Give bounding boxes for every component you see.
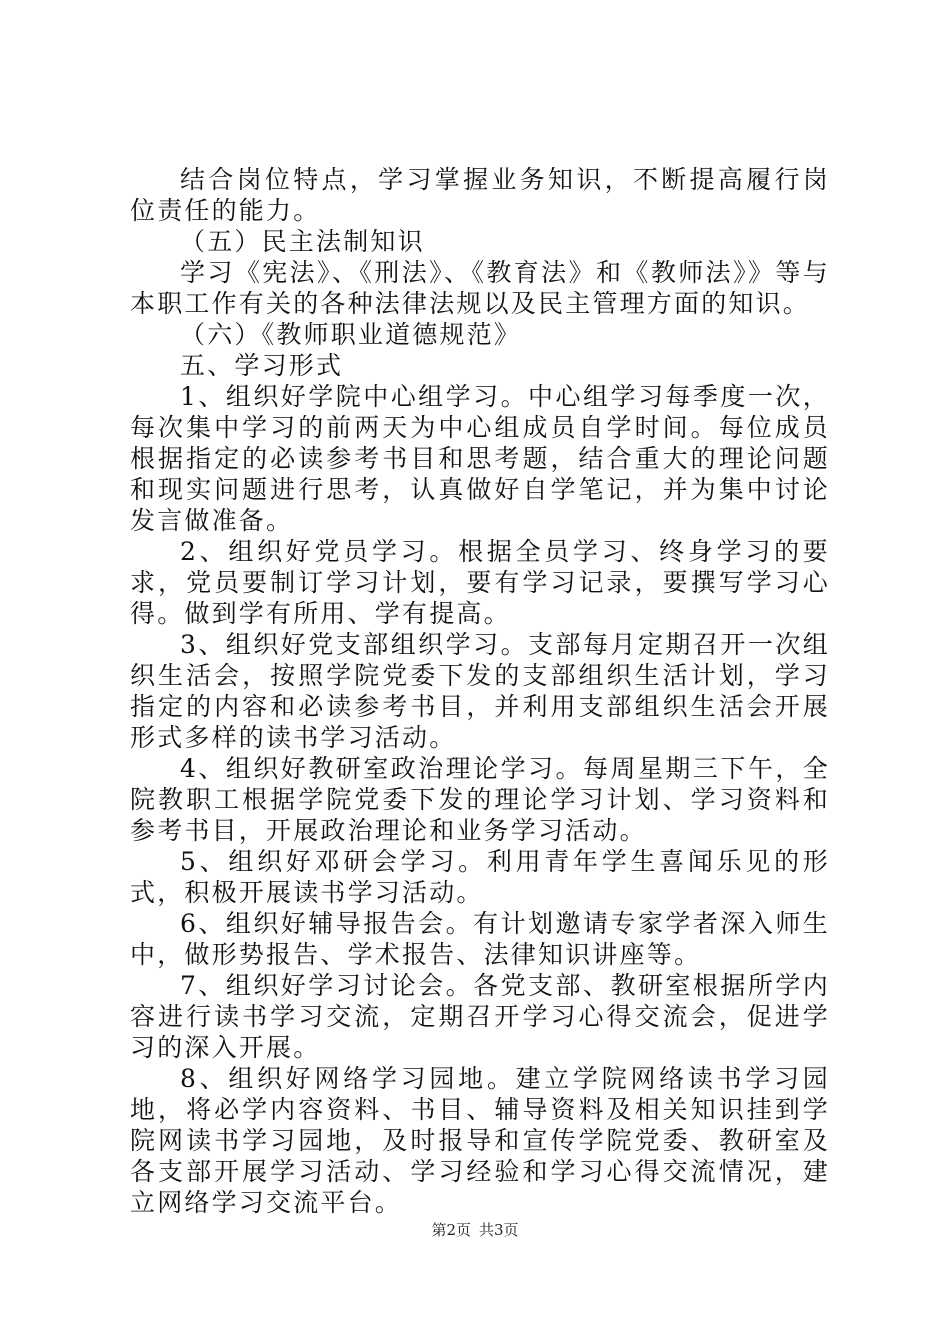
list-item-3: 3、组织好党支部组织学习。支部每月定期召开一次组织生活会，按照学院党委下发的支部组织生活计划，学习指定的内容和必读参考书目，并利用支部组织生活会开展形式多样的读书学习活动。 — [130, 630, 830, 752]
page-number: 第2页 — [431, 1221, 471, 1239]
list-item-6: 6、组织好辅导报告会。有计划邀请专家学者深入师生中，做形势报告、学术报告、法律知识讲座等。 — [130, 909, 830, 969]
list-item-7: 7、组织好学习讨论会。各党支部、教研室根据所学内容进行读书学习交流，定期召开学习心得交流会，促进学习的深入开展。 — [130, 971, 830, 1062]
paragraph-job-skills: 结合岗位特点，学习掌握业务知识，不断提高履行岗位责任的能力。 — [130, 165, 830, 225]
heading-democracy-law: （五）民主法制知识 — [180, 227, 425, 256]
paragraph-law-study: 学习《宪法》、《刑法》、《教育法》和《教师法》》等与本职工作有关的各种法律法规以及民主管理方面的知识。 — [130, 258, 830, 318]
list-item-2: 2、组织好党员学习。根据全员学习、终身学习的要求，党员要制订学习计划，要有学习记录，要撰写学习心得。做到学有所用、学有提高。 — [130, 537, 830, 628]
page-total: 共3页 — [479, 1221, 519, 1239]
list-item-1: 1、组织好学院中心组学习。中心组学习每季度一次，每次集中学习的前两天为中心组成员自学时间。每位成员根据指定的必读参考书目和思考题，结合重大的理论问题和现实问题进行思考，认真做好自学笔记，并为集中讨论发言做准备。 — [130, 382, 830, 535]
page-footer — [0, 1219, 950, 1240]
heading-study-forms: 五、学习形式 — [180, 351, 344, 380]
document-body — [130, 164, 830, 1218]
list-item-5: 5、组织好邓研会学习。利用青年学生喜闻乐见的形式，积极开展读书学习活动。 — [130, 847, 830, 907]
list-item-8: 8、组织好网络学习园地。建立学院网络读书学习园地，将必学内容资料、书目、辅导资料及相关知识挂到学院网读书学习园地，及时报导和宣传学院党委、教研室及各支部开展学习活动、学习经验和学习心得交流情况，建立网络学习交流平台。 — [130, 1064, 830, 1217]
heading-teacher-ethics: （六）《教师职业道德规范》 — [180, 320, 522, 349]
list-item-4: 4、组织好教研室政治理论学习。每周星期三下午，全院教职工根据学院党委下发的理论学习计划、学习资料和参考书目，开展政治理论和业务学习活动。 — [130, 754, 830, 845]
